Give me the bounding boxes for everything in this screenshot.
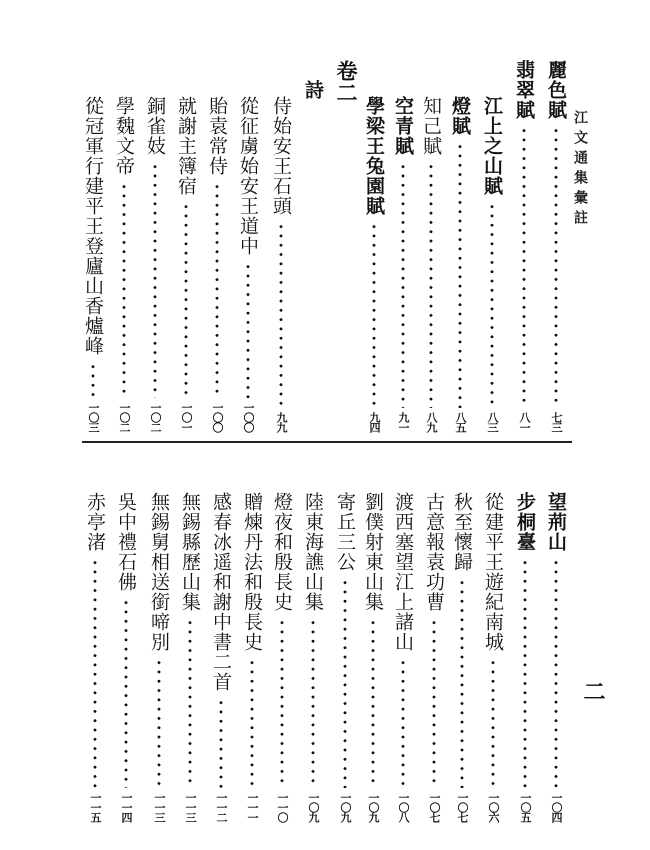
- entry-page: 八九: [425, 412, 438, 432]
- entry-page: 一一四: [120, 792, 133, 822]
- toc-entry[interactable]: [209, 492, 233, 822]
- entry-title: 贈煉丹法和殷長史: [241, 492, 263, 652]
- leader-dots: [215, 182, 219, 398]
- toc-entry[interactable]: [301, 492, 325, 822]
- entry-page: 一〇九: [367, 792, 380, 822]
- entry-title: 吳中禮石佛: [115, 492, 137, 592]
- entry-page: 一〇九: [307, 792, 320, 822]
- entry-page: 九一: [397, 412, 410, 432]
- leader-dots: [401, 658, 405, 788]
- toc-entry[interactable]: [240, 492, 264, 822]
- leader-dots: [523, 558, 527, 788]
- entry-title: 就謝主簿宿: [175, 96, 197, 196]
- entry-page: 八一: [518, 412, 531, 432]
- leader-dots: [490, 202, 494, 408]
- running-title: 江文通集彙註: [572, 110, 588, 230]
- toc-entry[interactable]: [114, 492, 138, 822]
- leader-dots: [429, 162, 433, 408]
- leader-dots: [460, 578, 464, 788]
- toc-entry[interactable]: [112, 96, 136, 432]
- toc-entry[interactable]: [448, 96, 472, 432]
- toc-entry[interactable]: [236, 96, 260, 432]
- leader-dots: [343, 578, 347, 788]
- leader-dots: [250, 658, 254, 788]
- toc-entry[interactable]: [362, 96, 386, 432]
- entry-page: 一一〇: [276, 792, 289, 822]
- entry-title: 從征虜始安王道中: [237, 96, 259, 256]
- toc-entry[interactable]: [481, 492, 505, 822]
- leader-dots: [184, 202, 188, 398]
- toc-entry[interactable]: [143, 96, 167, 432]
- entry-title: 從建平王遊紀南城: [482, 492, 504, 652]
- toc-entry[interactable]: [174, 96, 198, 432]
- entry-title: 寄丘三公: [334, 492, 356, 572]
- toc-entry[interactable]: [333, 492, 357, 822]
- toc-entry[interactable]: [81, 96, 105, 432]
- toc-entry[interactable]: [205, 96, 229, 432]
- leader-dots: [188, 618, 192, 788]
- entry-page: 一〇一: [180, 402, 193, 432]
- leader-dots: [153, 162, 157, 398]
- leader-dots: [122, 182, 126, 398]
- entry-title: 銅雀妓: [144, 96, 166, 156]
- entry-title: 江上之山賦: [481, 96, 503, 196]
- toc-entry[interactable]: [83, 492, 107, 822]
- entry-title: 秋至懷歸: [451, 492, 473, 572]
- toc-entry[interactable]: [422, 492, 446, 822]
- entry-title: 從冠軍行建平王登廬山香爐峰: [82, 96, 104, 356]
- entry-title: 陸東海譙山集: [302, 492, 324, 612]
- entry-page: 一〇九: [339, 792, 352, 822]
- entry-page: 一〇〇: [242, 402, 255, 432]
- entry-title: 侍始安王石頭: [270, 96, 292, 216]
- leader-dots: [491, 658, 495, 788]
- leader-dots: [458, 142, 462, 408]
- leader-dots: [372, 222, 376, 408]
- entry-title: 學魏文帝: [113, 96, 135, 176]
- entry-page: 一一一: [246, 792, 259, 822]
- entry-title: 感春冰遥和謝中書二首: [210, 492, 232, 692]
- entry-page: 九九: [275, 412, 288, 432]
- entry-page: 九四: [368, 412, 381, 432]
- leader-dots: [157, 658, 161, 788]
- entry-title: 赤亭渚: [84, 492, 106, 552]
- toc-entry[interactable]: [361, 492, 385, 822]
- leader-dots: [432, 618, 436, 788]
- entry-title: 翡翠賦: [513, 60, 535, 120]
- leader-dots: [279, 222, 283, 408]
- entry-title: 劉僕射東山集: [362, 492, 384, 612]
- entry-page: 一〇〇: [211, 402, 224, 432]
- leader-dots: [401, 162, 405, 408]
- leader-dots: [219, 698, 223, 788]
- leader-dots: [522, 126, 526, 408]
- toc-entry[interactable]: [147, 492, 171, 822]
- entry-title: 無錫舅相送銜啼別: [148, 492, 170, 652]
- toc-entry[interactable]: [270, 492, 294, 822]
- entry-page: 一〇五: [519, 792, 532, 822]
- leader-dots: [554, 558, 558, 788]
- entry-title: 燈賦: [449, 96, 471, 136]
- entry-page: 一〇七: [456, 792, 469, 822]
- toc-entry[interactable]: [450, 492, 474, 822]
- entry-page: 一〇七: [428, 792, 441, 822]
- entry-page: 一一二: [215, 792, 228, 822]
- entry-title: 知己賦: [420, 96, 442, 156]
- toc-entry[interactable]: [544, 60, 568, 432]
- leader-dots: [554, 126, 558, 408]
- entry-page: 一〇二: [149, 402, 162, 432]
- entry-title: 空青賦: [392, 96, 414, 156]
- toc-entry[interactable]: [513, 492, 537, 822]
- leader-dots: [371, 618, 375, 788]
- entry-page: 一〇二: [118, 402, 131, 432]
- entry-title: 古意報袁功曹: [423, 492, 445, 612]
- entry-title: 麗色賦: [545, 60, 567, 120]
- entry-page: 八三: [486, 412, 499, 432]
- entry-page: 八五: [454, 412, 467, 432]
- toc-entry[interactable]: [480, 96, 504, 432]
- entry-title: 貽袁常侍: [206, 96, 228, 176]
- section-divider: [82, 441, 572, 443]
- toc-entry[interactable]: [419, 96, 443, 432]
- toc-entry[interactable]: [178, 492, 202, 822]
- entry-title: 燈夜和殷長史: [271, 492, 293, 612]
- leader-dots: [246, 262, 250, 398]
- genre-heading: 詩: [302, 80, 324, 99]
- entry-title: 渡西塞望江上諸山: [392, 492, 414, 652]
- entry-title: 無錫縣歷山集: [179, 492, 201, 612]
- entry-page: 一一五: [89, 792, 102, 822]
- leader-dots: [124, 598, 128, 788]
- entry-title: 步桐臺: [514, 492, 536, 552]
- toc-entry[interactable]: [512, 60, 536, 432]
- juan-heading: 卷二: [334, 60, 359, 104]
- entry-title: 望荊山: [545, 492, 567, 552]
- entry-page: 一一三: [153, 792, 166, 822]
- leader-dots: [280, 618, 284, 788]
- leader-dots: [311, 618, 315, 788]
- toc-entry[interactable]: [391, 492, 415, 822]
- leader-dots: [93, 558, 97, 788]
- entry-page: 一〇六: [487, 792, 500, 822]
- entry-page: 一一三: [184, 792, 197, 822]
- leader-dots: [91, 362, 95, 398]
- toc-entry[interactable]: [391, 96, 415, 432]
- entry-page: 一〇四: [550, 792, 563, 822]
- entry-page: 七三: [550, 412, 563, 432]
- toc-entry[interactable]: [269, 96, 293, 432]
- toc-entry[interactable]: [544, 492, 568, 822]
- entry-title: 學梁王兔園賦: [363, 96, 385, 216]
- page-number: 二: [580, 680, 606, 702]
- entry-page: 一〇三: [87, 402, 100, 432]
- entry-page: 一〇八: [397, 792, 410, 822]
